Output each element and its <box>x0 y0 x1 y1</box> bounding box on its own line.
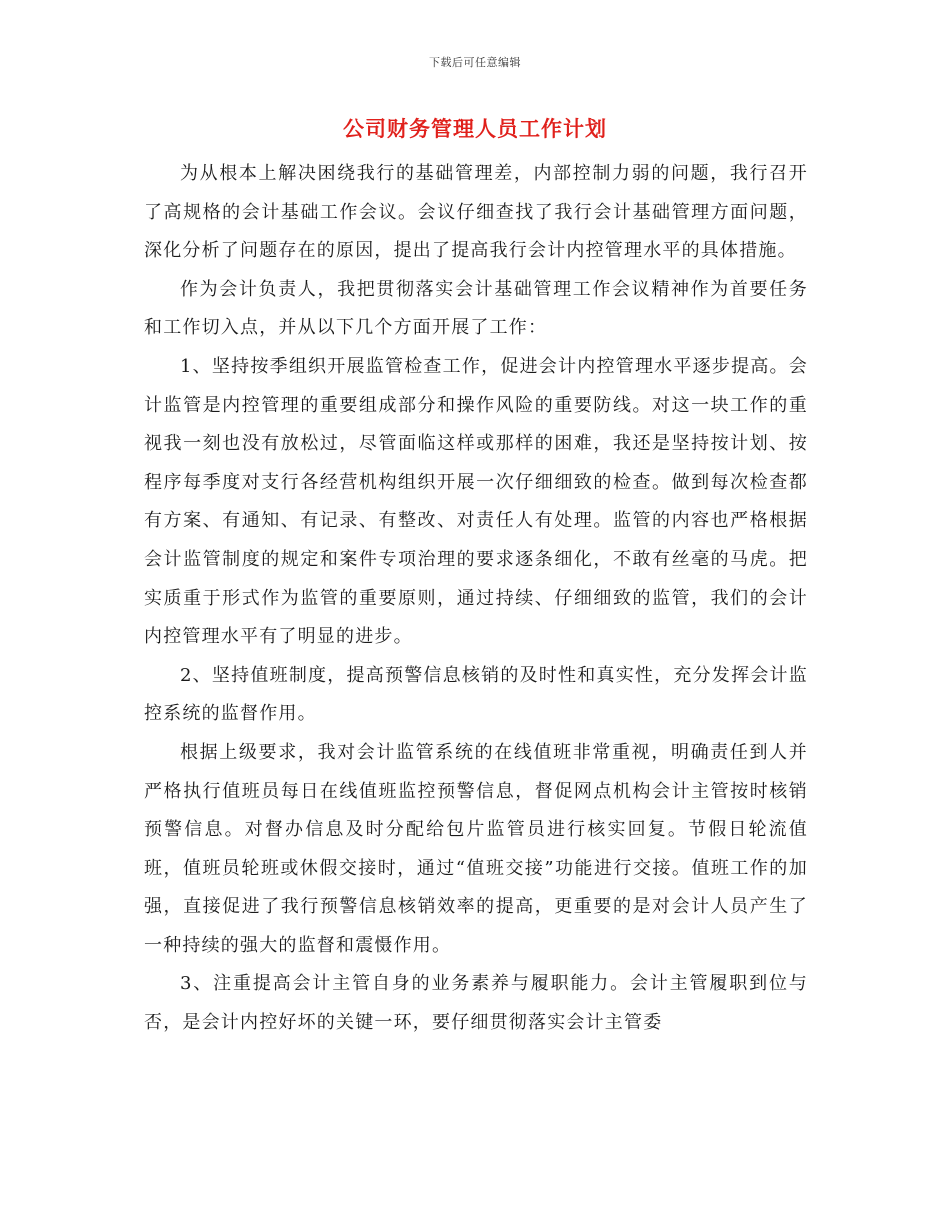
paragraph-item-2-detail: 根据上级要求，我对会计监管系统的在线值班非常重视，明确责任到人并严格执行值班员每日在线值班监控预警信息，督促网点机构会计主管按时核销预警信息。对督办信息及时分配给包片监管员进行核实回复。节假日轮流值班，值班员轮班或休假交接时，通过“值班交接”功能进行交接。值班工作的加强，直接促进了我行预警信息核销效率的提高，更重要的是对会计人员产生了一种持续的强大的监督和震慑作用。 <box>144 741 808 956</box>
header-note: 下载后可任意编辑 <box>429 56 521 69</box>
paragraph-item-1: 1、坚持按季组织开展监管检查工作，促进会计内控管理水平逐步提高。会计监管是内控管理的重要组成部分和操作风险的重要防线。对这一块工作的重视我一刻也没有放松过，尽管面临这样或那样的困难，我还是坚持按计划、按程序每季度对支行各经营机构组织开展一次仔细细致的检查。做到每次检查都有方案、有通知、有记录、有整改、对责任人有处理。监管的内容也严格根据会计监管制度的规定和案件专项治理的要求逐条细化，不敢有丝毫的马虎。把实质重于形式作为监管的重要原则，通过持续、仔细细致的监管，我们的会计内控管理水平有了明显的进步。 <box>144 355 808 648</box>
paragraph-intro: 为从根本上解决困绕我行的基础管理差，内部控制力弱的问题，我行召开了高规格的会计基础工作会议。会议仔细查找了我行会计基础管理方面问题，深化分析了问题存在的原因，提出了提高我行会计内控管理水平的具体措施。 <box>144 163 808 262</box>
paragraph-item-3: 3、注重提高会计主管自身的业务素养与履职能力。会计主管履职到位与否，是会计内控好坏的关键一环，要仔细贯彻落实会计主管委 <box>144 973 808 1034</box>
paragraph-item-2: 2、坚持值班制度，提高预警信息核销的及时性和真实性，充分发挥会计监控系统的监督作用。 <box>144 664 808 725</box>
document-title: 公司财务管理人员工作计划 <box>343 116 607 141</box>
paragraph-overview: 作为会计负责人，我把贯彻落实会计基础管理工作会议精神作为首要任务和工作切入点，并从以下几个方面开展了工作： <box>144 278 808 339</box>
document-body <box>144 155 808 1043</box>
